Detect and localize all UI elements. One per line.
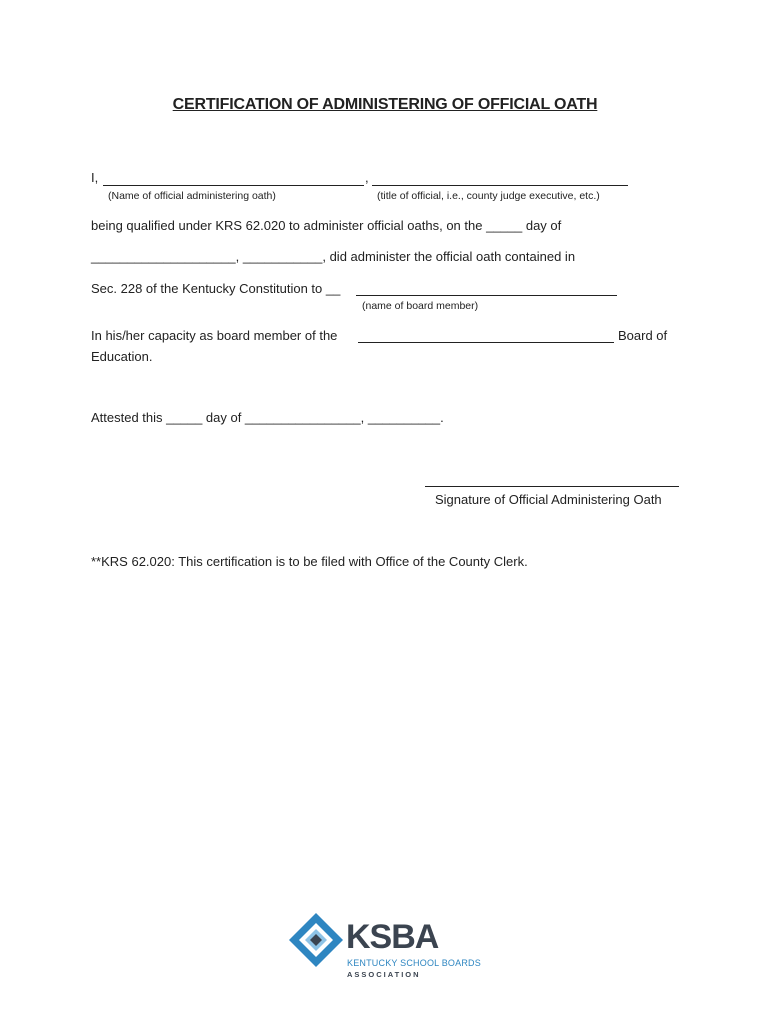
- ksba-subtitle-line2: ASSOCIATION: [347, 970, 421, 979]
- education-line: Education.: [91, 349, 153, 364]
- line1-comma: ,: [365, 170, 369, 185]
- caption-board-member: (name of board member): [362, 300, 479, 312]
- board-of-education-blank[interactable]: [358, 342, 614, 343]
- capacity-line-prefix: In his/her capacity as board member of the: [91, 328, 338, 343]
- caption-official-name: (Name of official administering oath): [108, 190, 276, 202]
- signature-blank[interactable]: [425, 486, 679, 487]
- document-title: CERTIFICATION OF ADMINISTERING OF OFFICIAL OATH: [172, 96, 598, 113]
- ksba-diamond-icon: [288, 912, 344, 968]
- date-administered-line: ____________________, ___________, did administer the official oath contained in: [91, 249, 576, 264]
- official-name-blank[interactable]: [103, 185, 364, 186]
- footnote: **KRS 62.020: This certification is to be filed with Office of the County Clerk.: [91, 554, 528, 569]
- signature-label: Signature of Official Administering Oath: [435, 492, 662, 507]
- capacity-line-suffix: Board of: [618, 328, 668, 343]
- attested-line: Attested this _____ day of ________________, __________.: [91, 410, 444, 425]
- ksba-logo-mark: [288, 912, 344, 968]
- ksba-wordmark: KSBA: [346, 918, 439, 956]
- caption-official-title: (title of official, i.e., county judge executive, etc.): [377, 190, 600, 202]
- official-title-blank[interactable]: [372, 185, 628, 186]
- board-member-name-blank[interactable]: [356, 295, 617, 296]
- qualification-line: being qualified under KRS 62.020 to administer official oaths, on the _____ day of: [91, 218, 562, 233]
- line1-prefix: I,: [91, 170, 99, 185]
- constitution-line: Sec. 228 of the Kentucky Constitution to __: [91, 281, 341, 296]
- ksba-subtitle-line1: KENTUCKY SCHOOL BOARDS: [347, 958, 481, 968]
